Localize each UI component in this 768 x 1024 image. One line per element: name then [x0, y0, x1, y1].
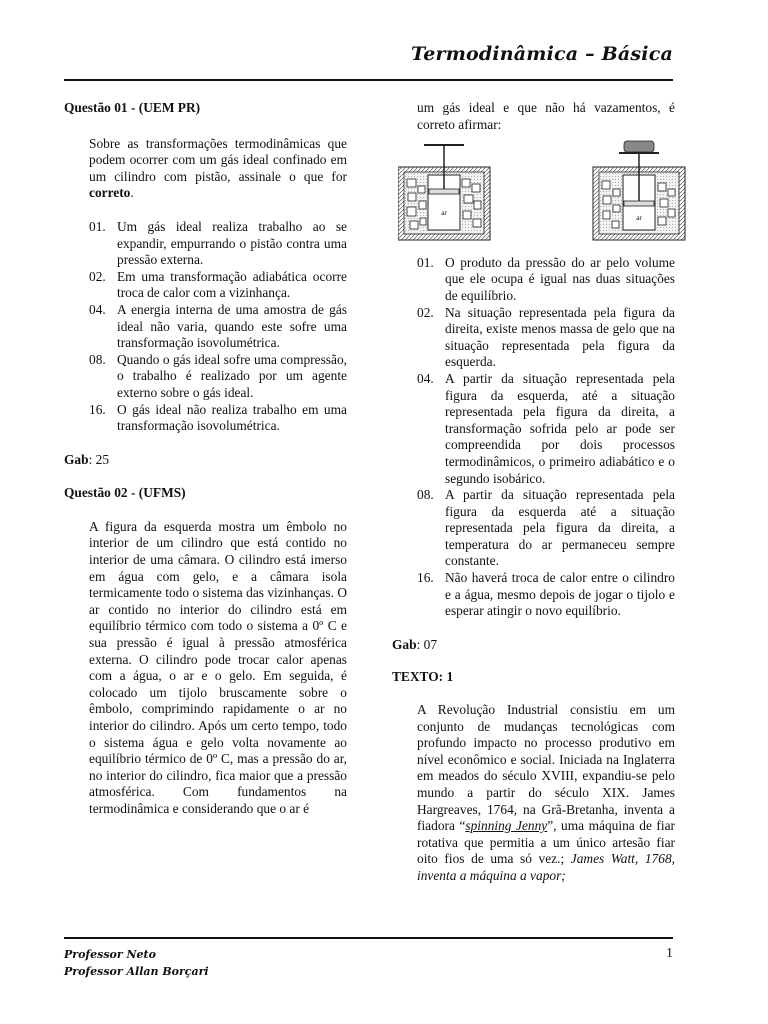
alternative-number: 04.: [417, 370, 434, 386]
alternative-text: A partir da situação representada pela figura da esquerda até a situação representada pela figura da direita, a temperatura do ar permaneceu sempre constante.: [445, 487, 675, 569]
question-2-answer: [392, 637, 675, 654]
alternative-item: [417, 570, 675, 620]
question-1-stem-end: .: [130, 185, 134, 201]
alternative-item: [417, 487, 675, 570]
alternative-number: 01.: [89, 218, 106, 234]
author-1: Professor Neto: [64, 948, 156, 961]
question-1-stem-text: Sobre as transformações termodinâmicas que podem ocorrer com um gás ideal confinado em um cilindro com pistão, assinale o que for: [89, 135, 347, 184]
left-air-label: ar: [441, 209, 447, 218]
alternative-number: 16.: [89, 401, 106, 417]
right-air-label: ar: [636, 214, 642, 223]
question-1-title: Questão 01 - (UEM PR): [64, 100, 201, 115]
alternative-item: [89, 352, 347, 402]
alternative-item: [89, 302, 347, 352]
right-piston: [624, 201, 654, 206]
page-title: Termodinâmica – Básica: [411, 43, 673, 65]
alternative-text: O produto da pressão do ar pelo volume que ele ocupa é igual nas duas situações de equilíbrio.: [445, 254, 675, 303]
question-2-title: Questão 02 - (UFMS): [64, 485, 186, 501]
text-1-part-1: A Revolução Industrial consistiu em um conjunto de mudanças tecnológicas com profundo impacto no processo produtivo em nível econômico e social. Iniciada na Inglaterra em meados do século XVIII, expandiu-se pelo mundo a partir do século XIX. James Hargreaves, 1764, na Grã-Bretanha, inventa a fiadora “: [417, 702, 675, 834]
alternative-item: [417, 305, 675, 371]
alternative-number: 16.: [417, 570, 434, 586]
answer-label: Gab: [64, 451, 89, 467]
alternative-number: 01.: [417, 254, 434, 270]
alternative-text: A partir da situação representada pela figura da esquerda, até a situação representada pela figura da direita, a transformação sofrida pelo ar pode ser compreendida por dois processos termodinâmicos, o primeiro adiabático e o segundo isobárico.: [445, 370, 675, 486]
answer-value: : 07: [416, 636, 438, 652]
left-column: [64, 100, 347, 818]
left-system: [398, 145, 490, 240]
text-1-part-3: James Watt, 1768, inventa a máquina a vapor;: [417, 851, 675, 883]
alternative-item: [89, 219, 347, 269]
alternative-item: [417, 255, 675, 305]
question-1-stem-bold: correto: [89, 185, 131, 201]
text-1-body: [417, 702, 675, 885]
brick-on-piston: [624, 141, 654, 152]
question-2-stem: A figura da esquerda mostra um êmbolo no interior de um cilindro que está contido no interior de uma câmara. O cilindro está imerso em água com gelo, e a câmara isola termicamente todo o sistema das vizinhanças. O ar contido no interior do cilindro está em equilíbrio térmico com todo o sistema a 0º C e sua pressão é igual à pressão atmosférica externa. O cilindro pode trocar calor apenas com a água, o ar e o gelo. Em seguida, é colocado um tijolo bruscamente sobre o êmbolo, comprimindo rapidamente o ar no interior do cilindro. Após um certo tempo, todo o sistema água e gelo volta novamente ao equilíbrio térmico de 0º C, mas a pressão do ar, no interior do cilindro, fica maior que a pressão atmosférica. Com fundamentos na termodinâmica e considerando que o ar é: [89, 518, 347, 816]
alternative-number: 08.: [417, 487, 434, 503]
question-2-alternatives: [392, 255, 675, 620]
alternative-item: [89, 269, 347, 302]
text-1-part-2: ”, uma máquina de fiar rotativa que permitia a um único artesão fiar oito fios de uma só vez.;: [417, 818, 675, 867]
cylinder-diagram: [398, 139, 688, 245]
alternative-number: 04.: [89, 301, 106, 317]
right-column: [392, 100, 675, 885]
author-2: Professor Allan Borçari: [64, 965, 209, 978]
alternative-number: 02.: [417, 304, 434, 320]
right-system: [593, 141, 685, 240]
alternative-item: [89, 402, 347, 435]
alternative-text: Quando o gás ideal sofre uma compressão, o trabalho é realizado por um agente externo sobre o gás ideal.: [117, 351, 347, 400]
alternative-text: Não haverá troca de calor entre o cilindro e a água, mesmo depois de jogar o tijolo e esperar atingir o novo equilíbrio.: [445, 570, 675, 619]
left-piston: [429, 189, 459, 194]
question-1-alternatives: [64, 219, 347, 435]
answer-label: Gab: [392, 636, 417, 652]
alternative-text: A energia interna de uma amostra de gás ideal não varia, quando este sofre uma transformação isovolumétrica.: [117, 301, 347, 351]
page-number: 1: [666, 946, 673, 961]
alternative-text: Em uma transformação adiabática ocorre troca de calor com a vizinhança.: [117, 268, 347, 301]
question-1-stem: [89, 136, 347, 202]
alternative-item: [417, 371, 675, 487]
answer-value: : 25: [88, 451, 110, 467]
question-1-answer: [64, 452, 347, 469]
cylinder-figure: [398, 139, 675, 250]
question-2-stem-continued: um gás ideal e que não há vazamentos, é correto afirmar:: [417, 100, 675, 132]
spinning-jenny-term: spinning Jenny: [465, 818, 548, 834]
alternative-text: Um gás ideal realiza trabalho ao se expandir, empurrando o pistão contra uma pressão externa.: [117, 218, 347, 268]
header-divider: [64, 79, 673, 81]
alternative-text: Na situação representada pela figura da direita, existe menos massa de gelo que na situação representada pela figura da esquerda.: [445, 304, 675, 370]
footer-divider: [64, 937, 673, 939]
alternative-text: O gás ideal não realiza trabalho em uma transformação isovolumétrica.: [117, 401, 347, 434]
alternative-number: 02.: [89, 268, 106, 284]
text-1-title: TEXTO: 1: [392, 669, 454, 685]
alternative-number: 08.: [89, 351, 106, 367]
footer-authors: [64, 946, 209, 980]
